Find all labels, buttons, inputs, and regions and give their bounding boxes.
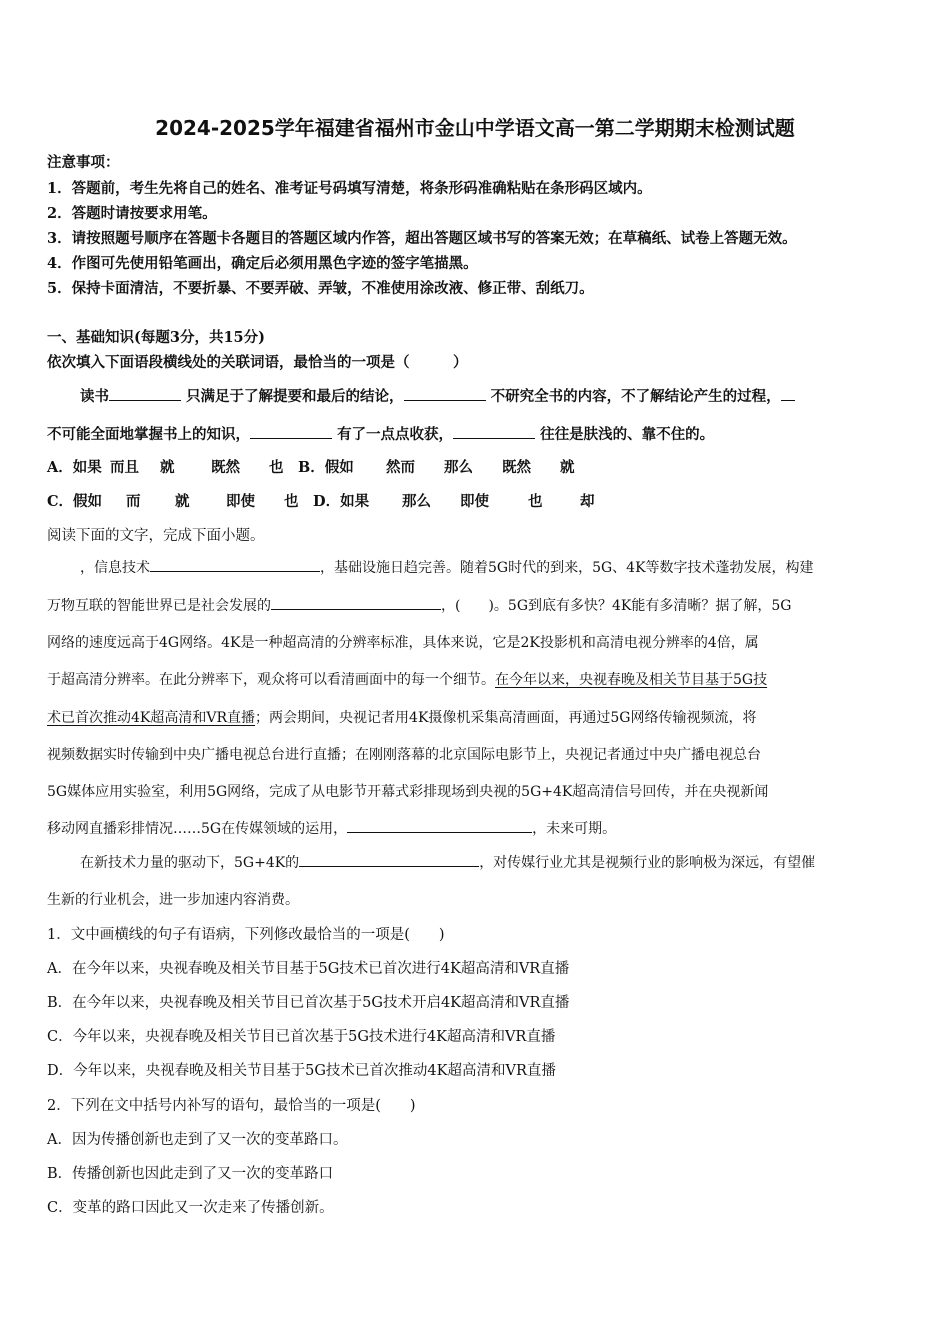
text-segment: ，对传媒行业尤其是视频行业的影响极为深远，有望催 <box>479 855 816 871</box>
section-heading: 一、基础知识(每题3分，共15分) <box>47 329 265 346</box>
passage-line <box>80 557 814 577</box>
text-segment: ，基础设施日趋完善。随着5G时代的到来，5G、4K等数字技术蓬勃发展，构建 <box>320 560 814 576</box>
option-word: 而 <box>126 493 141 510</box>
notice-heading: 注意事项： <box>47 154 120 171</box>
text-segment: ，( )。5G到底有多快？4K能有多清晰？据了解，5G <box>441 598 792 614</box>
text-segment: 于超高清分辨率。在此分辨率下，观众将可以看清画面中的每一个细节。 <box>47 672 495 688</box>
notice-item: 4．作图可先使用铅笔画出，确定后必须用黑色字迹的签字笔描黑。 <box>47 255 478 272</box>
blank-line <box>347 818 532 833</box>
option-word: 就 <box>160 459 175 476</box>
blank-line <box>299 852 479 867</box>
options-row-cd <box>47 490 595 511</box>
choice-option: D．今年以来，央视春晚及相关节目基于5G技术已首次推动4K超高清和VR直播 <box>47 1063 556 1079</box>
blank-line <box>404 386 486 401</box>
option-word: 那么 <box>402 493 431 510</box>
option-word: 却 <box>580 493 595 510</box>
option-word: 即使 <box>460 493 489 510</box>
option-word: 然而 <box>386 459 415 476</box>
underlined-sentence: 术已首次推动4K超高清和VR直播 <box>47 710 256 726</box>
text-segment: 读书 <box>80 388 109 405</box>
option-word: D．如果 <box>313 493 370 510</box>
passage-line: 5G媒体应用实验室，利用5G网络，完成了从电影节开幕式彩排现场到央视的5G+4K超高清信号回传，并在央视新闻 <box>47 784 769 800</box>
option-word: 即使 <box>226 493 255 510</box>
passage-line <box>80 852 815 872</box>
text-segment: 万物互联的智能世界已是社会发展的 <box>47 598 271 614</box>
passage-line: 生新的行业机会，进一步加速内容消费。 <box>47 892 299 908</box>
question-stem: 1．文中画横线的句子有语病，下列修改最恰当的一项是( ) <box>47 927 445 943</box>
option-word: 既然 <box>502 459 531 476</box>
passage-line <box>47 595 791 615</box>
notice-item: 3．请按照题号顺序在答题卡各题目的答题区域内作答，超出答题区域书写的答案无效；在草稿纸、试卷上答题无效。 <box>47 230 797 247</box>
passage-line <box>47 707 757 727</box>
text-segment: ，信息技术 <box>80 560 150 576</box>
notice-item: 2．答题时请按要求用笔。 <box>47 205 217 222</box>
text-segment: 不研究全书的内容，不了解结论产生的过程， <box>490 388 781 405</box>
option-word: 就 <box>175 493 190 510</box>
passage-line: 网络的速度远高于4G网络。4K是一种超高清的分辨率标准，具体来说，它是2K投影机和高清电视分辨率的4倍，属 <box>47 635 759 651</box>
text-segment: ；两会期间，央视记者用4K摄像机采集高清画面，再通过5G网络传输视频流，将 <box>255 710 757 726</box>
passage-line: 视频数据实时传输到中央广播电视总台进行直播；在刚刚落幕的北京国际电影节上，央视记者通过中央广播电视总台 <box>47 747 761 763</box>
text-segment: 只满足于了解提要和最后的结论， <box>186 388 404 405</box>
reading-intro: 阅读下面的文字，完成下面小题。 <box>47 528 265 544</box>
choice-option: A．因为传播创新也走到了又一次的变革路口。 <box>47 1132 348 1148</box>
choice-option: C．今年以来，央视春晚及相关节目已首次基于5G技术进行4K超高清和VR直播 <box>47 1029 556 1045</box>
passage-line <box>47 669 767 689</box>
question-stem: 2．下列在文中括号内补写的语句，最恰当的一项是( ) <box>47 1098 416 1114</box>
blank-line <box>781 386 795 401</box>
fill-paragraph-line-2 <box>47 423 714 444</box>
option-word: 也 <box>284 493 299 510</box>
blank-line <box>453 424 535 439</box>
text-segment: 移动网直播彩排情况……5G在传媒领域的运用， <box>47 821 348 837</box>
blank-line <box>150 557 320 572</box>
fill-paragraph-line-1 <box>80 385 795 406</box>
text-segment: ，未来可期。 <box>532 821 617 837</box>
option-word: 就 <box>560 459 575 476</box>
option-word: 也 <box>269 459 284 476</box>
blank-line <box>271 595 441 610</box>
option-word: 而且 <box>110 459 139 476</box>
passage-line <box>47 818 616 838</box>
option-word: A．如果 <box>47 459 102 476</box>
underlined-sentence: 在今年以来，央视春晚及相关节目基于5G技 <box>495 672 768 688</box>
text-segment: 在新技术力量的驱动下，5G+4K的 <box>80 855 300 871</box>
choice-option: C．变革的路口因此又一次走来了传播创新。 <box>47 1200 334 1216</box>
option-word: 既然 <box>211 459 240 476</box>
text-segment: 往往是肤浅的、靠不住的。 <box>540 426 715 443</box>
blank-line <box>109 386 181 401</box>
choice-option: B．传播创新也因此走到了又一次的变革路口 <box>47 1166 334 1182</box>
notice-item: 5．保持卡面清洁，不要折暴、不要弄破、弄皱，不准使用涂改液、修正带、刮纸刀。 <box>47 280 594 297</box>
blank-line <box>250 424 332 439</box>
text-segment: 不可能全面地掌握书上的知识， <box>47 426 250 443</box>
choice-option: B．在今年以来，央视春晚及相关节目已首次基于5G技术开启4K超高清和VR直播 <box>47 995 570 1011</box>
option-word: C．假如 <box>47 493 103 510</box>
option-word: B．假如 <box>298 459 354 476</box>
choice-option: A．在今年以来，央视春晚及相关节目基于5G技术已首次进行4K超高清和VR直播 <box>47 961 570 977</box>
text-segment: 有了一点点收获， <box>337 426 454 443</box>
options-row-ab <box>47 456 575 477</box>
question-stem: 依次填入下面语段横线处的关联词语，最恰当的一项是（ ） <box>47 354 468 371</box>
notice-item: 1．答题前，考生先将自己的姓名、准考证号码填写清楚，将条形码准确粘贴在条形码区域内。 <box>47 180 652 197</box>
page-title: 2024-2025学年福建省福州市金山中学语文高一第二学期期末检测试题 <box>155 116 795 140</box>
option-word: 那么 <box>444 459 473 476</box>
option-word: 也 <box>528 493 543 510</box>
